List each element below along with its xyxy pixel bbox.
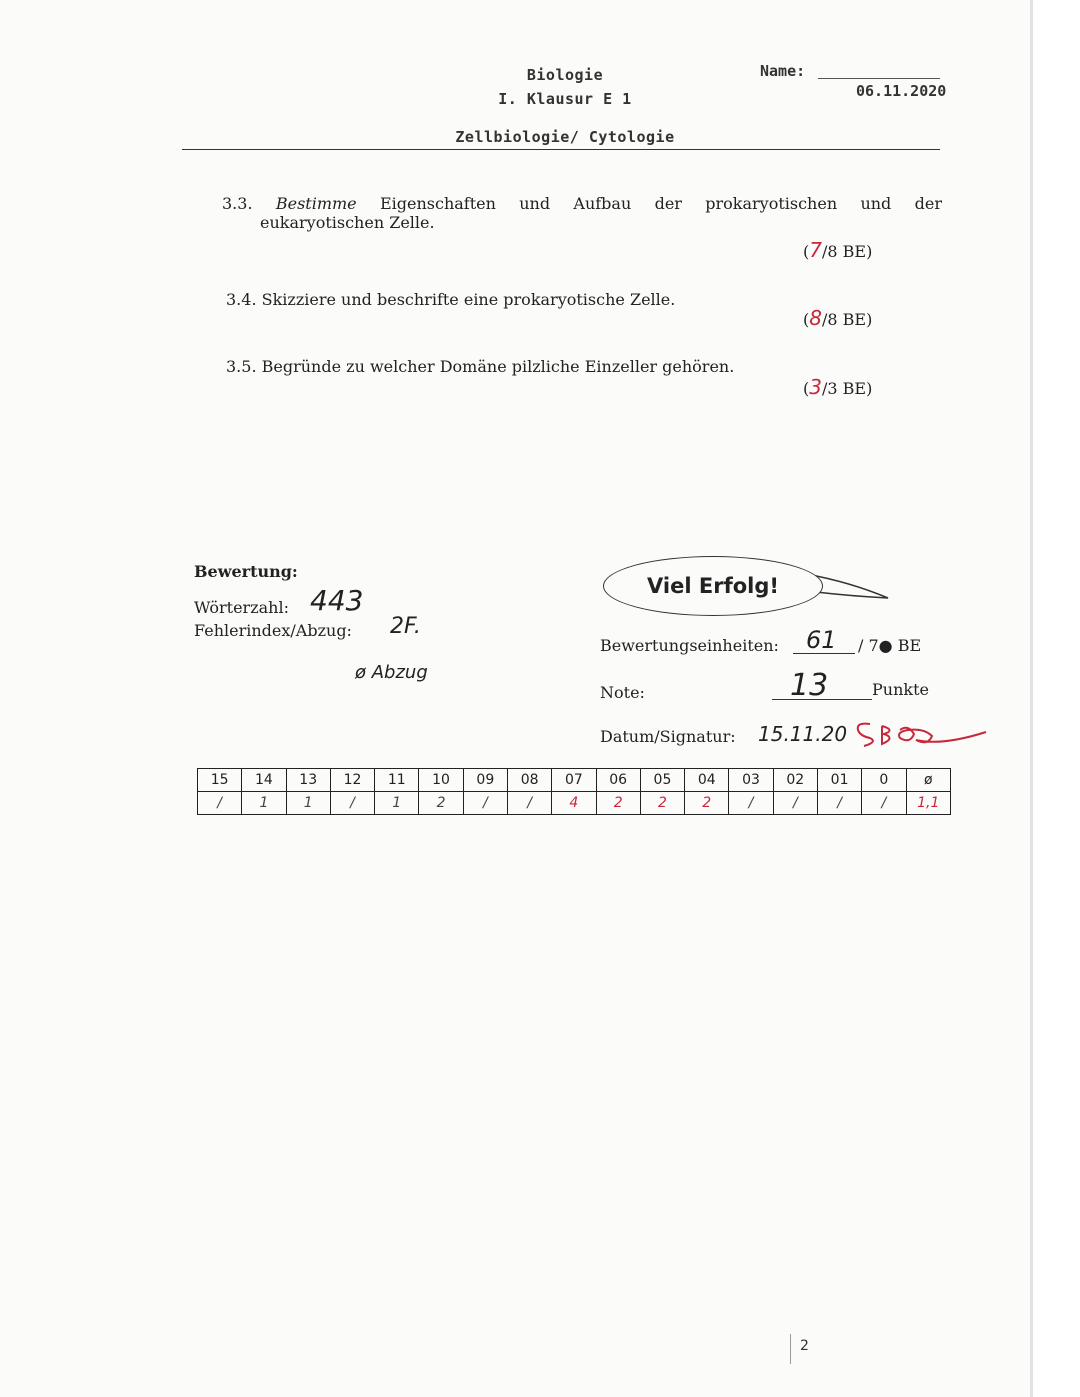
task-3-4 bbox=[226, 290, 675, 309]
grade-value-cell: / bbox=[198, 792, 242, 815]
page-number: 2 bbox=[800, 1338, 809, 1354]
grade-unit: Punkte bbox=[872, 680, 929, 699]
task-3-4-points: (8/8 BE) bbox=[803, 306, 873, 330]
grade-header-cell: ø bbox=[906, 769, 951, 792]
good-luck-bubble: Viel Erfolg! bbox=[603, 556, 823, 616]
grade-header-cell: 07 bbox=[552, 769, 596, 792]
task-3-5-text: Begründe zu welcher Domäne pilzliche Einzeller gehören. bbox=[261, 357, 735, 376]
header-rule bbox=[182, 149, 940, 150]
topic-title: Zellbiologie/ Cytologie bbox=[455, 128, 675, 146]
subject-title: Biologie bbox=[526, 66, 604, 84]
grade-value-cell: / bbox=[817, 792, 861, 815]
grade-value-cell: / bbox=[862, 792, 906, 815]
word-count-value: 443 bbox=[310, 584, 364, 617]
grade-header-cell: 05 bbox=[640, 769, 684, 792]
page-number-bar bbox=[790, 1334, 791, 1364]
name-label: Name: bbox=[760, 62, 806, 80]
task-3-5-points: (3/3 BE) bbox=[803, 375, 873, 399]
grade-header-cell: 11 bbox=[375, 769, 419, 792]
evaluation-heading: Bewertung: bbox=[194, 562, 298, 581]
units-max: / 7● BE bbox=[858, 636, 922, 655]
grade-scale-header bbox=[198, 769, 951, 792]
grade-scale-values bbox=[198, 792, 951, 815]
date-signature-label: Datum/Signatur: bbox=[600, 727, 736, 746]
task-3-3-line2: eukaryotischen Zelle. bbox=[260, 213, 435, 232]
exam-date: 06.11.2020 bbox=[856, 82, 947, 100]
deduction-note: ø Abzug bbox=[355, 662, 428, 683]
grade-value-cell: / bbox=[729, 792, 773, 815]
grade-value-cell: 2 bbox=[596, 792, 640, 815]
grade-value-cell: / bbox=[773, 792, 817, 815]
grade-header-cell: 15 bbox=[198, 769, 242, 792]
task-3-3: 3.3. Bestimme Eigenschaften und Aufbau der prokaryotischen und der eukaryotischen Zelle. bbox=[222, 194, 942, 232]
grade-value-cell: 2 bbox=[640, 792, 684, 815]
error-index-label: Fehlerindex/Abzug: bbox=[194, 621, 352, 640]
grade-header-cell: 02 bbox=[773, 769, 817, 792]
grade-value-cell: 2 bbox=[419, 792, 463, 815]
grade-value-cell: 1,1 bbox=[906, 792, 951, 815]
grade-header-cell: 10 bbox=[419, 769, 463, 792]
grade-header-cell: 06 bbox=[596, 769, 640, 792]
signature-mark bbox=[852, 716, 992, 750]
grade-header-cell: 14 bbox=[242, 769, 286, 792]
task-3-5-number: 3.5. bbox=[226, 357, 257, 376]
date-signature-value: 15.11.20 bbox=[758, 722, 848, 746]
units-label: Bewertungseinheiten: bbox=[600, 636, 779, 655]
grade-header-cell: 13 bbox=[286, 769, 330, 792]
grade-header-cell: 0 bbox=[862, 769, 906, 792]
task-3-4-text: Skizziere und beschrifte eine prokaryotische Zelle. bbox=[261, 290, 676, 309]
task-3-3-points: (7/8 BE) bbox=[803, 238, 873, 262]
grade-header-cell: 12 bbox=[330, 769, 374, 792]
exam-label: I. Klausur E 1 bbox=[498, 90, 632, 108]
word-count-label: Wörterzahl: bbox=[194, 598, 289, 617]
grade-header-cell: 08 bbox=[507, 769, 551, 792]
grade-value-cell: 2 bbox=[685, 792, 729, 815]
grade-value-cell: 1 bbox=[286, 792, 330, 815]
grade-value-cell: 1 bbox=[242, 792, 286, 815]
task-3-3-number: 3.3. bbox=[222, 194, 253, 213]
grade-header-cell: 09 bbox=[463, 769, 507, 792]
grade-label: Note: bbox=[600, 683, 645, 702]
grade-value-cell: 1 bbox=[375, 792, 419, 815]
grade-value-cell: / bbox=[463, 792, 507, 815]
grade-header-cell: 01 bbox=[817, 769, 861, 792]
error-index-value: 2F. bbox=[390, 614, 421, 639]
units-achieved: 61 bbox=[806, 626, 837, 654]
task-3-5 bbox=[226, 357, 734, 376]
grade-value-cell: / bbox=[507, 792, 551, 815]
name-line bbox=[818, 78, 940, 79]
grade-header-cell: 04 bbox=[685, 769, 729, 792]
grade-value: 13 bbox=[790, 668, 829, 703]
grade-scale-table bbox=[197, 768, 951, 815]
grade-value-cell: / bbox=[330, 792, 374, 815]
grade-value-cell: 4 bbox=[552, 792, 596, 815]
grade-header-cell: 03 bbox=[729, 769, 773, 792]
task-3-3-verb: Bestimme bbox=[275, 194, 357, 213]
task-3-4-number: 3.4. bbox=[226, 290, 257, 309]
